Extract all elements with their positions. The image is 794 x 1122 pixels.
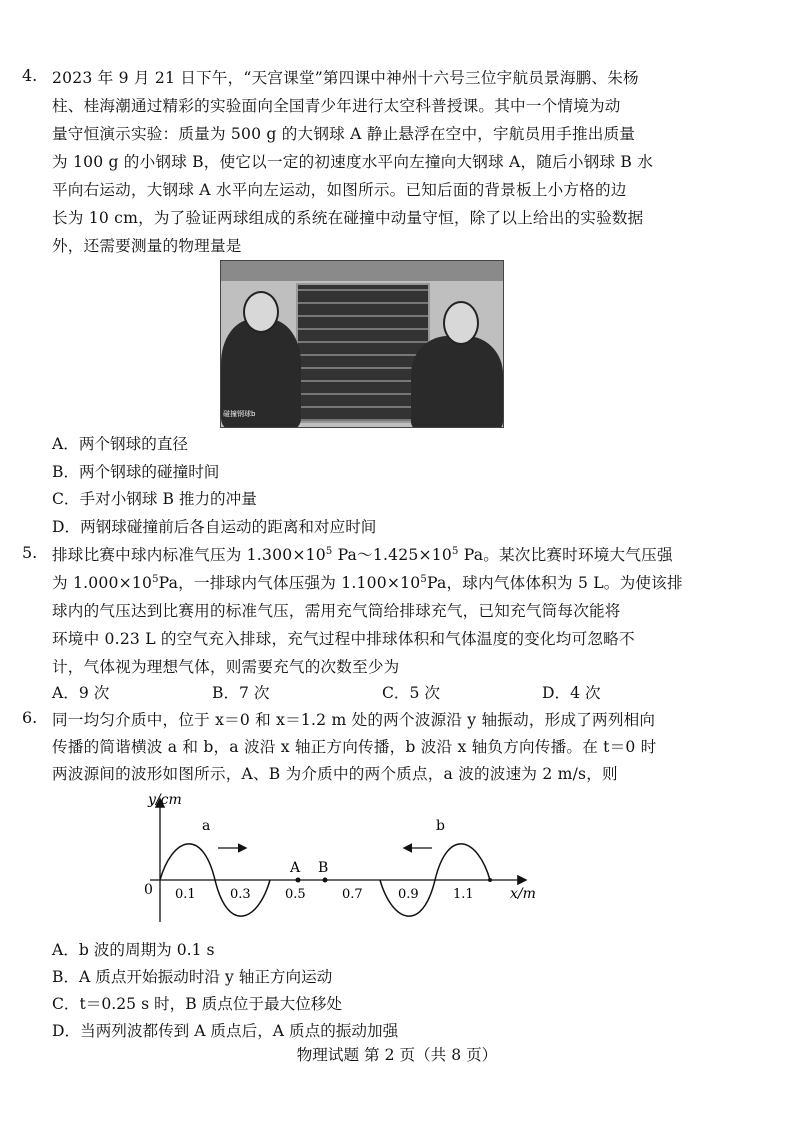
q4-text-line-7: 外，还需要测量的物理量是	[52, 237, 242, 255]
tick-0-1: 0.1	[175, 887, 196, 902]
q4-text-line-5: 平向右运动，大钢球 A 水平向左运动，如图所示。已知后面的背景板上小方格的边	[52, 181, 627, 199]
photo-caption: 碰撞钢球b	[223, 410, 256, 418]
source-b-dot	[488, 878, 492, 882]
q4-text-line-4: 为 100 g 的小钢球 B，使它以一定的初速度水平向左撞向大钢球 A，随后小钢球 B 水	[52, 153, 654, 171]
astronaut-experiment-photo	[220, 260, 504, 428]
q4-option-a: A．两个钢球的直径	[52, 435, 189, 453]
origin-label: 0	[144, 882, 153, 898]
q5-text-line-5: 计，气体视为理想气体，则需要充气的次数至少为	[52, 658, 400, 676]
question-6-number: 6.	[22, 708, 38, 727]
q4-text-line-3: 量守恒演示实验：质量为 500 g 的大钢球 A 静止悬浮在空中，宇航员用手推出质量	[52, 125, 636, 143]
astronaut-left-head	[243, 291, 279, 333]
q5-option-c: C．5 次	[382, 684, 440, 702]
q5-text-line-1: 排球比赛中球内标准气压为 $1.300\times 10^5$ $Pa\sim 1.425\times 10^5$ Pa。某次比赛时环境大气压强	[52, 545, 673, 564]
question-5-number: 5.	[22, 543, 38, 562]
q4-text-line-2: 柱、桂海潮通过精彩的实验面向全国青少年进行太空科普授课。其中一个情境为动	[52, 97, 621, 115]
y-axis-label: y/cm	[148, 792, 182, 808]
q4-text-line-6: 长为 10 cm，为了验证两球组成的系统在碰撞中动量守恒，除了以上给出的实验数据	[52, 209, 644, 227]
q6-text-line-3: 两波源间的波形如图所示，A、B 为介质中的两个质点，a 波的波速为 2 m/s，则	[52, 765, 618, 783]
q6-option-c: C．t＝0.25 s 时，B 质点位于最大位移处	[52, 995, 342, 1013]
q6-option-b: B．A 质点开始振动时沿 y 轴正方向运动	[52, 968, 333, 986]
tick-0-3: 0.3	[230, 887, 251, 902]
q6-option-a: A．b 波的周期为 0.1 s	[52, 941, 215, 959]
q4-option-c: C．手对小钢球 B 推力的冲量	[52, 490, 257, 508]
grid-background-board	[296, 283, 430, 423]
q5-text-line-2: 为 $1.000\times 10^5Pa$，一排球内气体压强为 $1.100\times 10^5Pa$，球内气体体积为 5 L。为使该排	[52, 573, 683, 592]
q4-option-d: D．两钢球碰撞前后各自运动的距离和对应时间	[52, 518, 377, 536]
point-a-label: A	[290, 860, 301, 876]
q5-text-line-3: 球内的气压达到比赛用的标准气压，需用充气筒给排球充气，已知充气筒每次能将	[52, 602, 621, 620]
wave-b-label: b	[436, 818, 445, 834]
astronaut-right	[411, 336, 503, 428]
q5-option-a: A．9 次	[52, 684, 110, 702]
tick-0-7: 0.7	[342, 887, 363, 902]
tick-0-5: 0.5	[285, 887, 306, 902]
page-footer: 物理试题 第 2 页（共 8 页）	[296, 1046, 498, 1064]
q6-text-line-1: 同一均匀介质中，位于 x＝0 和 x＝1.2 m 处的两个波源沿 y 轴振动，形成了两列相向	[52, 711, 656, 729]
tick-1-1: 1.1	[453, 887, 474, 902]
q6-text-line-2: 传播的简谐横波 a 和 b，a 波沿 x 轴正方向传播，b 波沿 x 轴负方向传播。在 t＝0 时	[52, 738, 657, 756]
q5-option-d: D．4 次	[542, 684, 601, 702]
wave-a-label: a	[202, 818, 211, 834]
question-4-number: 4.	[22, 66, 38, 85]
x-axis-label: x/m	[510, 886, 536, 902]
q6-option-d: D．当两列波都传到 A 质点后，A 质点的振动加强	[52, 1022, 399, 1040]
q4-option-b: B．两个钢球的碰撞时间	[52, 463, 220, 481]
point-a-dot	[296, 878, 301, 883]
tick-0-9: 0.9	[398, 887, 419, 902]
point-b-dot	[323, 878, 328, 883]
q4-text-line-1: 2023 年 9 月 21 日下午，“天宫课堂”第四课中神州十六号三位宇航员景海鹏、朱杨	[52, 69, 639, 87]
q5-option-b: B．7 次	[212, 684, 270, 702]
q5-text-line-4: 环境中 0.23 L 的空气充入排球，充气过程中排球体积和气体温度的变化均可忽略不	[52, 630, 635, 648]
point-b-label: B	[318, 860, 329, 876]
astronaut-right-head	[443, 301, 479, 345]
wave-graph	[130, 788, 550, 928]
